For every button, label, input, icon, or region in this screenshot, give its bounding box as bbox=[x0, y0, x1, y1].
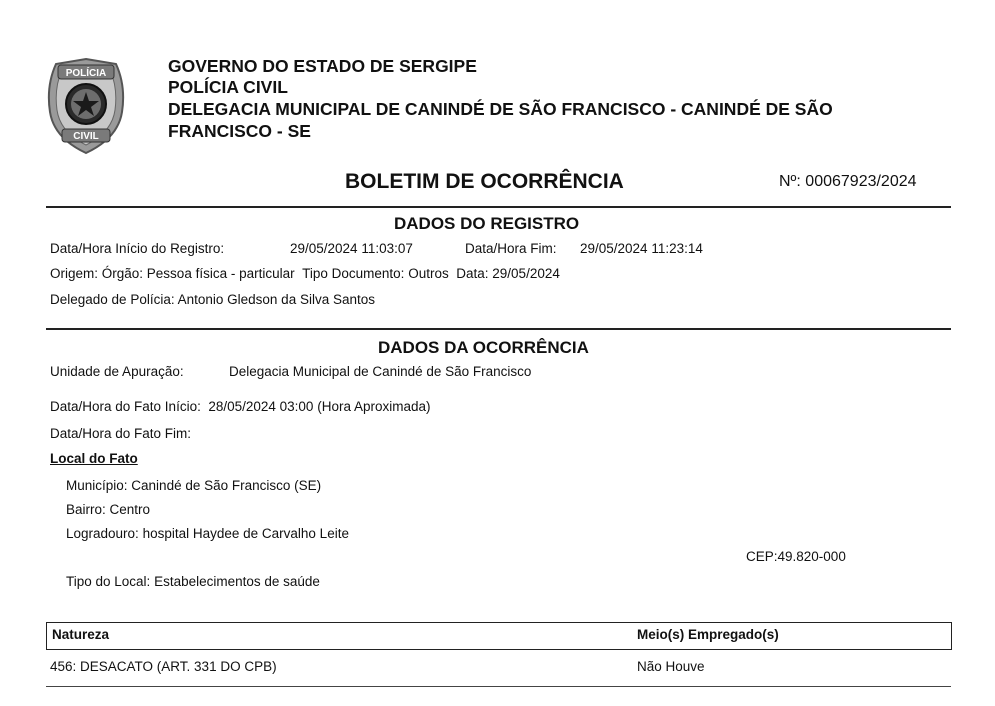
tipo-local-value: Estabelecimentos de saúde bbox=[154, 574, 320, 589]
registro-inicio-label: Data/Hora Início do Registro: bbox=[50, 241, 225, 256]
registro-delegado bbox=[50, 292, 375, 307]
meio-cell: Não Houve bbox=[637, 659, 705, 674]
badge-bottom-text: CIVIL bbox=[73, 131, 99, 142]
meio-column-header: Meio(s) Empregado(s) bbox=[637, 627, 779, 642]
logradouro-value: hospital Haydee de Carvalho Leite bbox=[142, 526, 349, 541]
header-line-policia: POLÍCIA CIVIL bbox=[168, 77, 288, 97]
tipo-doc-value: Outros bbox=[408, 266, 449, 281]
header-line-government: GOVERNO DO ESTADO DE SERGIPE bbox=[168, 56, 477, 76]
cep bbox=[746, 549, 846, 564]
natureza-column-header: Natureza bbox=[52, 627, 110, 642]
document-number-label: Nº: bbox=[779, 173, 801, 190]
section-title-ocorrencia: DADOS DA OCORRÊNCIA bbox=[378, 338, 589, 357]
registro-data-value: 29/05/2024 bbox=[492, 266, 560, 281]
unidade-label: Unidade de Apuração: bbox=[50, 364, 184, 379]
bairro-label: Bairro: bbox=[66, 502, 106, 517]
fato-fim-label: Data/Hora do Fato Fim: bbox=[50, 426, 192, 441]
municipio bbox=[66, 478, 321, 493]
local-do-fato-heading: Local do Fato bbox=[50, 451, 138, 466]
registro-fim-label: Data/Hora Fim: bbox=[465, 241, 557, 256]
fato-inicio bbox=[50, 399, 431, 414]
document-number-value: 00067923/2024 bbox=[805, 173, 917, 190]
registro-fim-value: 29/05/2024 11:23:14 bbox=[580, 241, 703, 256]
police-badge-logo bbox=[44, 56, 128, 156]
logradouro bbox=[66, 526, 349, 541]
fato-inicio-value: 28/05/2024 03:00 (Hora Aproximada) bbox=[208, 399, 431, 414]
origem-label: Origem: Órgão: bbox=[50, 266, 144, 281]
registro-inicio-value: 29/05/2024 11:03:07 bbox=[290, 241, 413, 256]
tipo-local bbox=[66, 574, 320, 589]
badge-top-text: POLÍCIA bbox=[65, 68, 107, 79]
unidade-value: Delegacia Municipal de Canindé de São Francisco bbox=[229, 364, 532, 379]
natureza-cell: 456: DESACATO (ART. 331 DO CPB) bbox=[50, 659, 277, 674]
cep-value: 49.820-000 bbox=[777, 549, 846, 564]
registro-origem bbox=[50, 266, 560, 281]
bairro-value: Centro bbox=[109, 502, 151, 517]
divider-table-bottom bbox=[46, 686, 951, 687]
municipio-label: Município: bbox=[66, 478, 128, 493]
logradouro-label: Logradouro: bbox=[66, 526, 139, 541]
document-number bbox=[779, 173, 917, 191]
origem-value: Pessoa física - particular bbox=[146, 266, 295, 281]
municipio-value: Canindé de São Francisco (SE) bbox=[131, 478, 322, 493]
tipo-doc-label: Tipo Documento: bbox=[302, 266, 405, 281]
bairro bbox=[66, 502, 150, 517]
header-line-municipio: FRANCISCO - SE bbox=[168, 121, 311, 141]
fato-inicio-label: Data/Hora do Fato Início: bbox=[50, 399, 201, 414]
delegado-value: Antonio Gledson da Silva Santos bbox=[177, 292, 375, 307]
tipo-local-label: Tipo do Local: bbox=[66, 574, 151, 589]
header-line-delegacia: DELEGACIA MUNICIPAL DE CANINDÉ DE SÃO FRANCISCO - CANINDÉ DE SÃO bbox=[168, 99, 833, 119]
registro-data-label: Data: bbox=[456, 266, 489, 281]
cep-label: CEP: bbox=[746, 549, 778, 564]
divider-registro bbox=[46, 328, 951, 330]
document-title: BOLETIM DE OCORRÊNCIA bbox=[345, 170, 624, 193]
delegado-label: Delegado de Polícia: bbox=[50, 292, 175, 307]
natureza-table-header bbox=[46, 622, 952, 650]
divider-title bbox=[46, 206, 951, 208]
section-title-registro: DADOS DO REGISTRO bbox=[394, 214, 580, 233]
